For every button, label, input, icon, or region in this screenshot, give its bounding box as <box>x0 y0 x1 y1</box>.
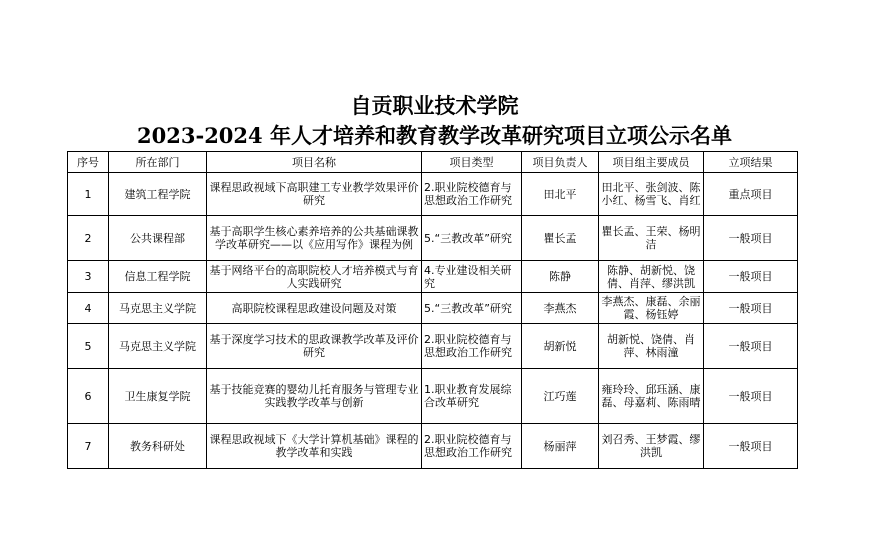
cell-type: 1.职业教育发展综合改革研究 <box>422 369 522 424</box>
cell-members: 瞿长孟、王荣、杨明洁 <box>599 216 704 261</box>
cell-leader: 李燕杰 <box>522 293 599 324</box>
header-no: 序号 <box>68 152 109 173</box>
cell-members: 胡新悦、饶倩、肖萍、林雨潼 <box>599 324 704 369</box>
cell-no: 6 <box>68 369 109 424</box>
cell-dept: 建筑工程学院 <box>109 173 207 216</box>
header-members: 项目组主要成员 <box>599 152 704 173</box>
header-result: 立项结果 <box>704 152 798 173</box>
header-project: 项目名称 <box>207 152 422 173</box>
cell-project: 课程思政视域下《大学计算机基础》课程的教学改革和实践 <box>207 424 422 469</box>
cell-result: 一般项目 <box>704 369 798 424</box>
table-header-row <box>68 152 798 173</box>
cell-type: 5.“三教改革”研究 <box>422 293 522 324</box>
document-title: 自贡职业技术学院 <box>350 93 519 118</box>
cell-dept: 教务科研处 <box>109 424 207 469</box>
cell-no: 7 <box>68 424 109 469</box>
cell-leader: 胡新悦 <box>522 324 599 369</box>
table-row <box>68 216 798 261</box>
cell-project: 基于网络平台的高职院校人才培养模式与育人实践研究 <box>207 261 422 293</box>
cell-result: 一般项目 <box>704 293 798 324</box>
cell-dept: 公共课程部 <box>109 216 207 261</box>
cell-no: 2 <box>68 216 109 261</box>
cell-project: 基于高职学生核心素养培养的公共基础课教学改革研究——以《应用写作》课程为例 <box>207 216 422 261</box>
cell-project: 高职院校课程思政建设问题及对策 <box>207 293 422 324</box>
cell-project: 课程思政视域下高职建工专业教学效果评价研究 <box>207 173 422 216</box>
table-row <box>68 261 798 293</box>
cell-type: 4.专业建设相关研究 <box>422 261 522 293</box>
cell-dept: 马克思主义学院 <box>109 324 207 369</box>
table-row <box>68 324 798 369</box>
cell-dept: 卫生康复学院 <box>109 369 207 424</box>
cell-no: 1 <box>68 173 109 216</box>
cell-leader: 田北平 <box>522 173 599 216</box>
cell-result: 一般项目 <box>704 424 798 469</box>
table-row <box>68 424 798 469</box>
cell-members: 田北平、张剑波、陈小红、杨雪飞、肖红 <box>599 173 704 216</box>
cell-leader: 陈静 <box>522 261 599 293</box>
cell-dept: 马克思主义学院 <box>109 293 207 324</box>
table-row <box>68 173 798 216</box>
cell-result: 一般项目 <box>704 261 798 293</box>
header-leader: 项目负责人 <box>522 152 599 173</box>
cell-type: 2.职业院校德育与思想政治工作研究 <box>422 324 522 369</box>
cell-result: 重点项目 <box>704 173 798 216</box>
cell-dept: 信息工程学院 <box>109 261 207 293</box>
cell-leader: 瞿长孟 <box>522 216 599 261</box>
cell-no: 4 <box>68 293 109 324</box>
cell-members: 刘召秀、王梦霞、缪洪凯 <box>599 424 704 469</box>
cell-type: 5.“三教改革”研究 <box>422 216 522 261</box>
header-type: 项目类型 <box>422 152 522 173</box>
cell-members: 陈静、胡新悦、饶倩、肖萍、缪洪凯 <box>599 261 704 293</box>
header-dept: 所在部门 <box>109 152 207 173</box>
cell-result: 一般项目 <box>704 324 798 369</box>
cell-no: 5 <box>68 324 109 369</box>
cell-result: 一般项目 <box>704 216 798 261</box>
cell-no: 3 <box>68 261 109 293</box>
table-row <box>68 369 798 424</box>
document-subtitle: 2023-2024 年人才培养和教育教学改革研究项目立项公示名单 <box>137 123 732 148</box>
cell-members: 雍玲玲、邱珏涵、康磊、母嘉莉、陈雨晴 <box>599 369 704 424</box>
cell-members: 李燕杰、康磊、余丽霞、杨钰婷 <box>599 293 704 324</box>
table-row <box>68 293 798 324</box>
cell-leader: 江巧莲 <box>522 369 599 424</box>
cell-type: 2.职业院校德育与思想政治工作研究 <box>422 173 522 216</box>
project-table <box>67 151 798 469</box>
cell-project: 基于技能竞赛的婴幼儿托育服务与管理专业实践教学改革与创新 <box>207 369 422 424</box>
cell-type: 2.职业院校德育与思想政治工作研究 <box>422 424 522 469</box>
cell-leader: 杨丽萍 <box>522 424 599 469</box>
cell-project: 基于深度学习技术的思政课教学改革及评价研究 <box>207 324 422 369</box>
